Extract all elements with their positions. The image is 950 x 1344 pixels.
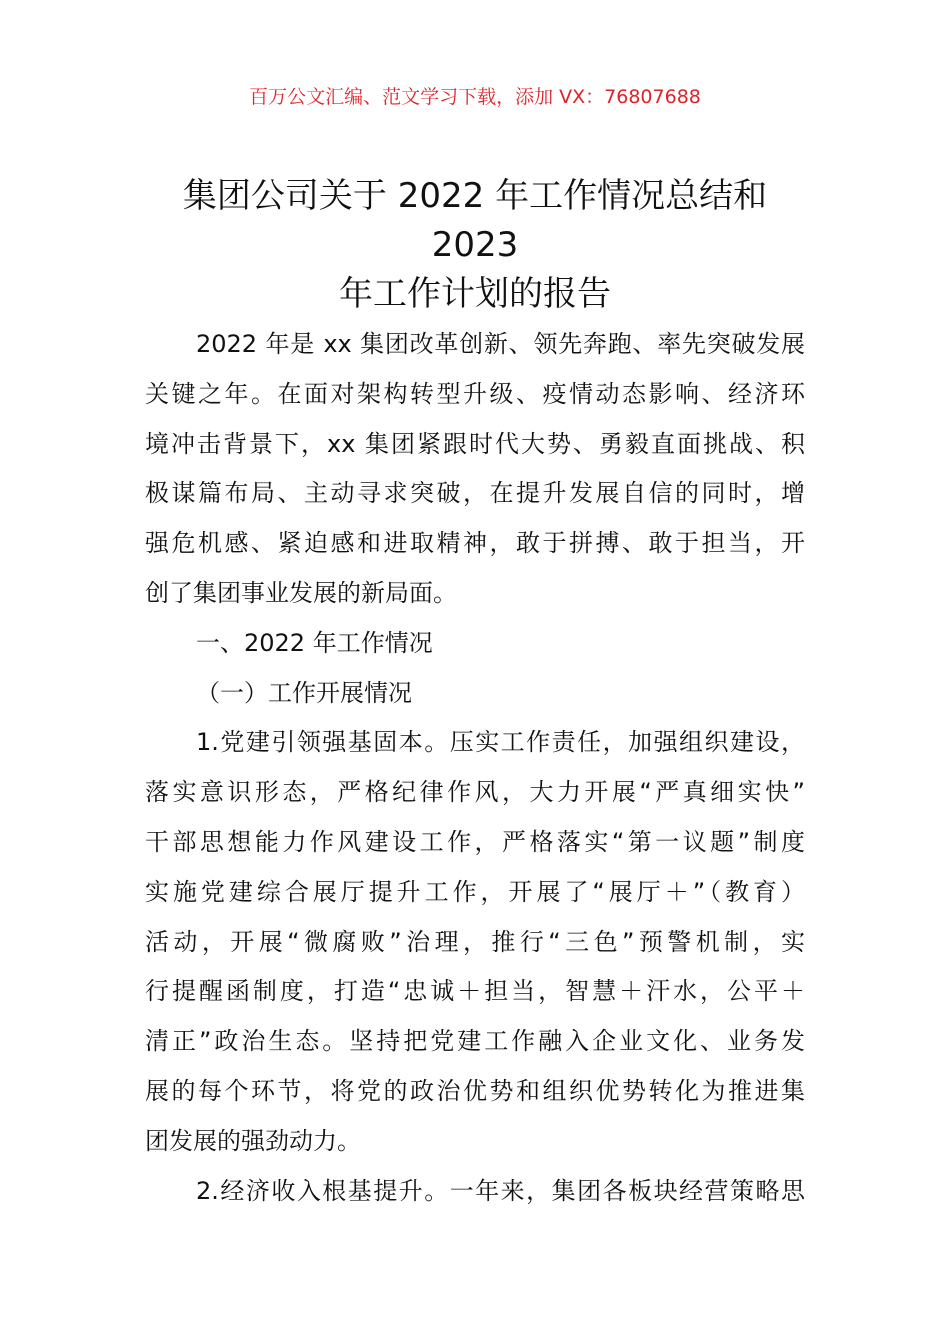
watermark-header: 百万公文汇编、范文学习下载，添加 VX：76807688 — [249, 86, 701, 108]
paragraph-line: 创了集团事业发展的新局面。 — [145, 578, 457, 607]
paragraph-line: 活动，开展“微腐败”治理，推行“三色”预警机制，实 — [145, 927, 805, 956]
paragraph-line: 2022 年是 xx 集团改革创新、领先奔跑、率先突破发展 — [196, 330, 805, 358]
paragraph-line: 强危机感、紧迫感和进取精神，敢于拼搏、敢于担当，开 — [145, 529, 805, 558]
paragraph-line: 2.经济收入根基提升。一年来，集团各板块经营策略思 — [196, 1176, 805, 1205]
paragraph-line: 清正”政治生态。坚持把党建工作融入企业文化、业务发 — [145, 1027, 805, 1056]
paragraph-line: 团发展的强劲动力。 — [145, 1126, 361, 1155]
document-body — [145, 320, 805, 1216]
title-line: 年工作计划的报告 — [339, 274, 611, 314]
paragraph-line: 落实意识形态，严格纪律作风，大力开展“严真细实快” — [145, 778, 805, 807]
paragraph-line: 1.党建引领强基固本。压实工作责任，加强组织建设， — [196, 728, 805, 757]
subsection-heading: （一）工作开展情况 — [196, 678, 412, 707]
section-heading: 一、2022 年工作情况 — [196, 628, 433, 657]
paragraph-line: 关键之年。在面对架构转型升级、疫情动态影响、经济环 — [145, 379, 805, 408]
paragraph-line: 行提醒函制度，打造“忠诚＋担当，智慧＋汗水，公平＋ — [145, 977, 805, 1006]
title-line: 集团公司关于 2022 年工作情况总结和 2023 — [182, 176, 768, 265]
paragraph-line: 展的每个环节，将党的政治优势和组织优势转化为推进集 — [145, 1076, 805, 1105]
paragraph-line: 干部思想能力作风建设工作，严格落实“第一议题”制度 — [145, 827, 805, 856]
document-title — [140, 172, 810, 319]
paragraph-line: 实施党建综合展厅提升工作，开展了“展厅＋”（教育） — [145, 877, 805, 906]
paragraph-line: 极谋篇布局、主动寻求突破，在提升发展自信的同时，增 — [145, 479, 805, 508]
paragraph-line: 境冲击背景下，xx 集团紧跟时代大势、勇毅直面挑战、积 — [145, 429, 805, 458]
